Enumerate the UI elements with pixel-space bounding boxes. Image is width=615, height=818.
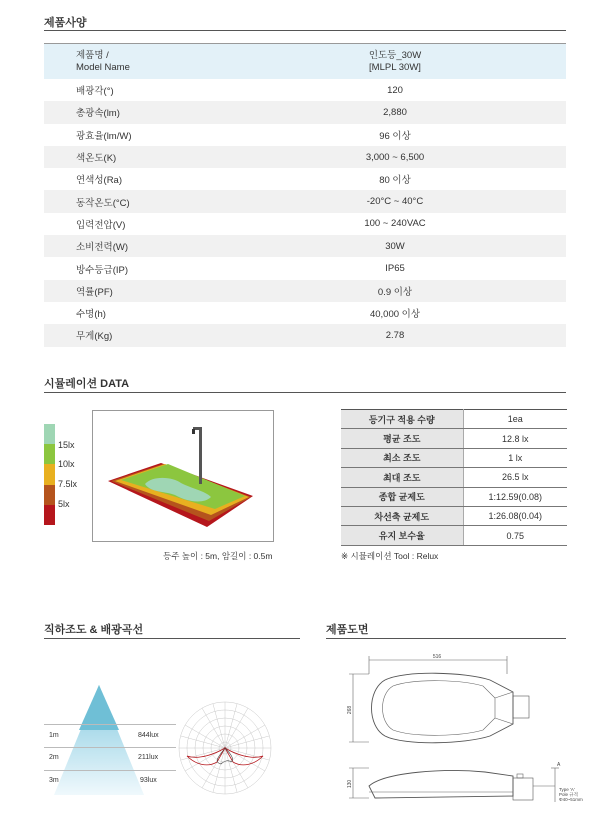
light-distribution-polar-curve: [176, 696, 274, 800]
table-value: 1:26.08(0.04): [463, 506, 567, 525]
simulation-render-image: [92, 410, 274, 542]
illuminance-title-rule: [44, 638, 300, 639]
table-value: 12.8 lx: [463, 429, 567, 448]
distance-line-1m: [44, 724, 176, 725]
drawing-note-line1: Type 'A': [559, 787, 575, 792]
legend-label-7-5lx: 7.5lx: [58, 479, 78, 489]
legend-swatch-5lx: [44, 485, 55, 505]
spec-label: 역률(PF): [76, 286, 113, 298]
spec-value: 120: [387, 84, 403, 96]
table-value: 1 lx: [463, 448, 567, 467]
model-name-value-1: 인도등_30W: [368, 49, 422, 61]
illuminance-section-title: 직하조도 & 배광곡선: [44, 624, 144, 636]
drawing-note-line3: Φ40~51mm: [559, 797, 583, 802]
table-key: 차선축 균제도: [341, 506, 463, 525]
table-row: [341, 487, 567, 506]
spec-value: 2,880: [383, 106, 407, 118]
drawing-width-dimension: 516: [432, 654, 442, 660]
simulation-render-svg: [93, 411, 273, 541]
table-key: 등기구 적용 수량: [341, 410, 463, 429]
spec-section-title: 제품사양: [44, 17, 87, 29]
spec-row: [44, 190, 566, 212]
table-row: [341, 506, 567, 525]
spec-row: [44, 168, 566, 190]
simulation-section-title: 시뮬레이션 DATA: [44, 378, 130, 390]
legend-swatch-min: [44, 505, 55, 525]
spec-value: 96 이상: [379, 130, 411, 142]
lux-label-1m: 844lux: [138, 732, 159, 739]
table-row: [341, 526, 567, 545]
spec-row: [44, 146, 566, 168]
spec-label: 방수등급(IP): [76, 264, 129, 276]
drawing-height-dimension: 268: [347, 705, 353, 715]
spec-value: 100 ~ 240VAC: [364, 218, 426, 230]
drawing-note-line2: Pole 규격: [559, 792, 578, 797]
spec-table-header: [44, 43, 566, 79]
lux-label-2m: 211lux: [138, 754, 159, 761]
spec-label: 색온도(K): [76, 153, 117, 165]
spec-value: -20°C ~ 40°C: [366, 196, 424, 208]
table-key: 최소 조도: [341, 448, 463, 467]
lux-label-3m: 93lux: [140, 777, 157, 784]
model-name-value: [224, 50, 566, 74]
spec-table: [44, 43, 566, 347]
simulation-tool-note: ※ 시뮬레이션 Tool : Relux: [341, 551, 439, 561]
spec-row: [44, 257, 566, 279]
model-name-label-en: Model Name: [76, 61, 130, 73]
spec-row: [44, 235, 566, 257]
spec-label: 소비전력(W): [76, 242, 129, 254]
simulation-caption: 등주 높이 : 5m, 암길이 : 0.5m: [163, 551, 273, 561]
spec-label: 무게(Kg): [76, 331, 113, 343]
spec-label: 입력전압(V): [76, 219, 126, 231]
distance-line-2m: [44, 747, 176, 748]
simulation-data-table: [341, 409, 567, 546]
illuminance-legend-bar: [44, 424, 55, 525]
spec-row: [44, 302, 566, 324]
distance-label-1m: 1m: [49, 732, 59, 739]
simulation-title-rule: [44, 392, 566, 393]
spec-label: 수명(h): [76, 309, 106, 321]
spec-row: [44, 213, 566, 235]
spec-row: [44, 324, 566, 346]
drawing-title-rule: [326, 638, 566, 639]
spec-label: 배광각(°): [76, 86, 114, 98]
distance-label-3m: 3m: [49, 777, 59, 784]
legend-label-15lx: 15lx: [58, 440, 75, 450]
legend-label-5lx: 5lx: [58, 499, 70, 509]
spec-value: 2.78: [385, 329, 405, 341]
table-key: 평균 조도: [341, 429, 463, 448]
spec-row: [44, 124, 566, 146]
table-row: [341, 468, 567, 487]
spec-label: 총광속(lm): [76, 108, 120, 120]
legend-label-10lx: 10lx: [58, 459, 75, 469]
spec-title-rule: [44, 30, 566, 31]
legend-swatch-10lx: [44, 444, 55, 464]
spec-value: IP65: [385, 263, 405, 275]
drawing-side-dimension: 130: [347, 779, 353, 789]
table-key: 최대 조도: [341, 468, 463, 487]
table-value: 26.5 lx: [463, 468, 567, 487]
spec-label: 동작온도(°C): [76, 197, 130, 209]
table-value: 1:12.59(0.08): [463, 487, 567, 506]
drawing-marker-a: A: [557, 762, 561, 768]
distance-label-2m: 2m: [49, 754, 59, 761]
table-key: 유지 보수율: [341, 526, 463, 545]
model-name-label-ko: 제품명 /: [76, 49, 109, 61]
spec-value: 3,000 ~ 6,500: [365, 151, 425, 163]
legend-swatch-7-5lx: [44, 464, 55, 484]
table-value: 0.75: [463, 526, 567, 545]
model-name-value-2: [MLPL 30W]: [369, 61, 421, 73]
product-drawing: [345, 650, 595, 810]
table-key: 종합 균제도: [341, 487, 463, 506]
spec-row: [44, 280, 566, 302]
table-row: [341, 429, 567, 448]
table-value: 1ea: [463, 410, 567, 429]
table-row: [341, 410, 567, 429]
spec-row: [44, 101, 566, 123]
legend-swatch-15lx: [44, 424, 55, 444]
drawing-section-title: 제품도면: [326, 624, 369, 636]
spec-value: 0.9 이상: [377, 286, 413, 298]
spec-value: 30W: [385, 240, 405, 252]
spec-label: 광효율(lm/W): [76, 130, 132, 142]
spec-row: [44, 79, 566, 101]
spec-value: 80 이상: [379, 175, 411, 187]
spec-value: 40,000 이상: [369, 309, 421, 321]
table-row: [341, 448, 567, 467]
distance-line-3m: [44, 770, 176, 771]
spec-label: 연색성(Ra): [76, 175, 123, 187]
